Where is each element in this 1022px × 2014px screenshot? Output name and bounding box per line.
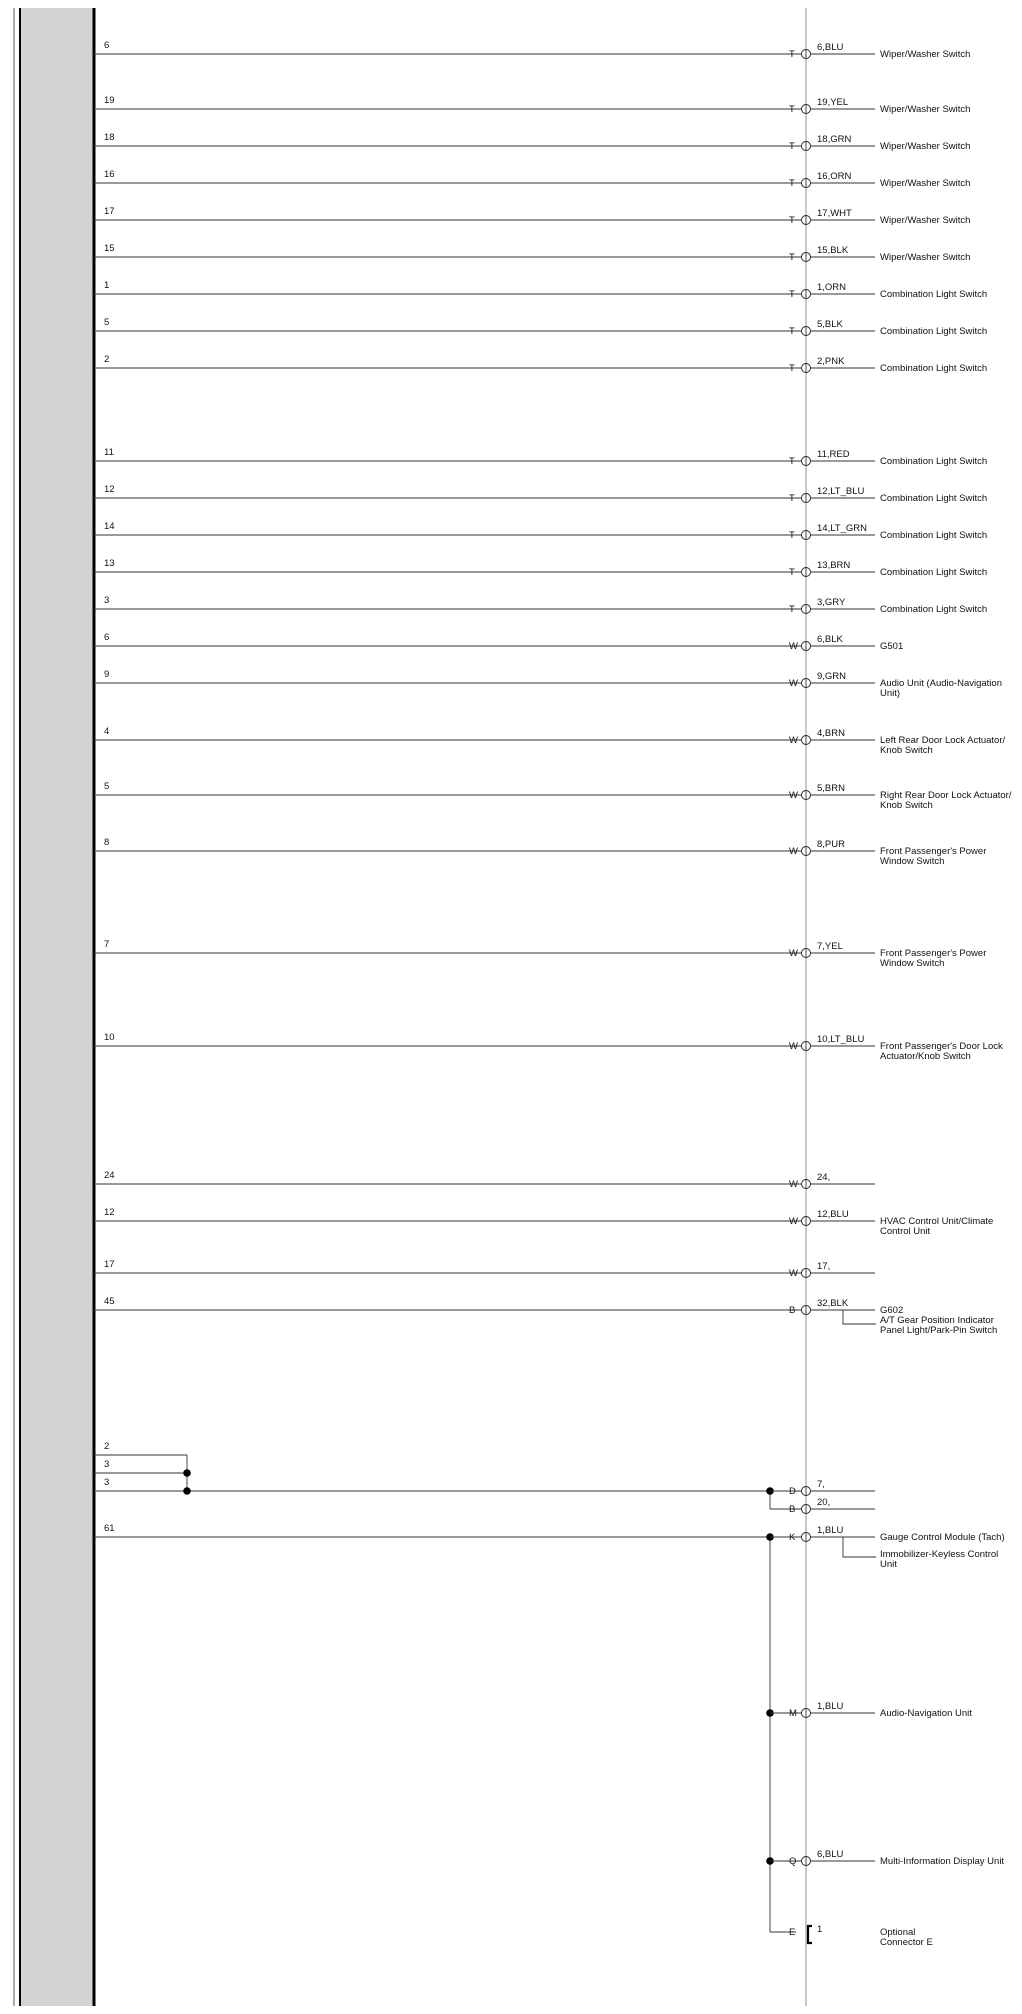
component-body	[20, 8, 94, 2006]
destination-label: Left Rear Door Lock Actuator/	[880, 735, 1006, 746]
terminal-label: 4,BRN	[817, 728, 845, 739]
destination-label: Wiper/Washer Switch	[880, 104, 971, 115]
terminal-label: 1	[817, 1924, 823, 1935]
pin-number: 18	[104, 132, 115, 143]
terminal-label: 8,PUR	[817, 839, 845, 850]
connector-id: T	[789, 326, 795, 337]
wire-row	[94, 521, 987, 541]
wire-row	[94, 132, 970, 152]
connector-id: W	[789, 948, 798, 959]
pin-number: 19	[104, 95, 115, 106]
pin-number: 5	[104, 317, 110, 328]
pin-number: 4	[104, 726, 110, 737]
wire-row	[94, 632, 903, 652]
wire-row	[94, 243, 970, 263]
terminal-label: 13,BRN	[817, 560, 851, 571]
destination-label: Combination Light Switch	[880, 363, 988, 374]
branch-line	[843, 1310, 876, 1324]
wire-row	[94, 484, 987, 504]
pin-number: 3	[104, 1477, 110, 1488]
connector-id: W	[789, 1268, 798, 1279]
destination-label: Wiper/Washer Switch	[880, 178, 971, 189]
connector-id: W	[789, 1179, 798, 1190]
destination-label: Front Passenger's Power	[880, 846, 987, 857]
destination-label: HVAC Control Unit/Climate	[880, 1216, 994, 1227]
pin-number: 15	[104, 243, 115, 254]
destination-label: Connector E	[880, 1937, 933, 1948]
terminal-label: 7,YEL	[817, 941, 843, 952]
wire-row	[94, 206, 970, 226]
terminal-label: 12,LT_BLU	[817, 486, 865, 497]
destination-label: G501	[880, 641, 904, 652]
terminal-label: 2,PNK	[817, 356, 845, 367]
terminal-label: 12,BLU	[817, 1209, 849, 1220]
destination-label: G602	[880, 1305, 904, 1316]
connector-id: W	[789, 846, 798, 857]
pin-number: 61	[104, 1523, 115, 1534]
wire-row	[94, 1296, 997, 1336]
destination-label: Wiper/Washer Switch	[880, 141, 971, 152]
connector-id: W	[789, 790, 798, 801]
wire-row	[94, 169, 970, 189]
terminal-label: 20,	[817, 1497, 831, 1508]
bus-group	[94, 1523, 1005, 1948]
terminal-label: 3,GRY	[817, 597, 846, 608]
pin-number: 45	[104, 1296, 115, 1307]
pin-number: 14	[104, 521, 115, 532]
connector-id: T	[789, 252, 795, 263]
connector-id: T	[789, 104, 795, 115]
terminal-label: 24,	[817, 1172, 831, 1183]
destination-label: Multi-Information Display Unit	[880, 1856, 1005, 1867]
connector-id: T	[789, 363, 795, 374]
connector-id: T	[789, 215, 795, 226]
connector-id: W	[789, 641, 798, 652]
pin-number: 24	[104, 1170, 115, 1181]
pin-number: 8	[104, 837, 110, 848]
wire-row	[94, 280, 987, 300]
wire-row	[94, 1207, 993, 1237]
terminal-label: 17,WHT	[817, 208, 852, 219]
pin-number: 1	[104, 280, 110, 291]
destination-label: Front Passenger's Door Lock	[880, 1041, 1003, 1052]
terminal-label: 6,BLU	[817, 1849, 844, 1860]
wire-row	[94, 781, 1012, 811]
terminal-label: 5,BRN	[817, 783, 845, 794]
connector-id: T	[789, 49, 795, 60]
pin-number: 3	[104, 595, 110, 606]
terminal-label: 17,	[817, 1261, 831, 1272]
pin-number: 5	[104, 781, 110, 792]
wire-row	[94, 1170, 875, 1190]
connector-id: M	[789, 1708, 797, 1719]
destination-label: Combination Light Switch	[880, 326, 988, 337]
splice-group	[94, 1441, 875, 1515]
connector-id: T	[789, 493, 795, 504]
wire-row	[94, 1259, 875, 1279]
terminal-label: 10,LT_BLU	[817, 1034, 865, 1045]
terminal-label: 15,BLK	[817, 245, 849, 256]
terminal-label: 7,	[817, 1479, 825, 1490]
wire-row	[94, 354, 987, 374]
terminal-label: 19,YEL	[817, 97, 849, 108]
destination-label: Optional	[880, 1927, 916, 1938]
pin-number: 12	[104, 1207, 115, 1218]
terminal-label: 6,BLK	[817, 634, 843, 645]
terminal-label: 6,BLU	[817, 42, 844, 53]
wire-row	[94, 95, 970, 115]
destination-label: Combination Light Switch	[880, 456, 988, 467]
destination-label: Window Switch	[880, 856, 945, 867]
wire-row	[94, 1032, 1003, 1062]
destination-label: Combination Light Switch	[880, 604, 988, 615]
pin-number: 11	[104, 447, 114, 458]
pin-number: 7	[104, 939, 110, 950]
pin-number: 17	[104, 1259, 115, 1270]
pin-number: 13	[104, 558, 115, 569]
destination-label: Wiper/Washer Switch	[880, 252, 971, 263]
connector-id: B	[789, 1504, 796, 1515]
destination-label: Right Rear Door Lock Actuator/	[880, 790, 1012, 801]
destination-label: Front Passenger's Power	[880, 948, 987, 959]
branch-line	[843, 1537, 876, 1557]
pin-number: 6	[104, 40, 110, 51]
destination-label: Combination Light Switch	[880, 289, 988, 300]
destination-label: Control Unit	[880, 1226, 931, 1237]
destination-label: Knob Switch	[880, 800, 933, 811]
destination-label: Gauge Control Module (Tach)	[880, 1532, 1005, 1543]
destination-label: Wiper/Washer Switch	[880, 49, 971, 60]
pin-number: 16	[104, 169, 115, 180]
terminal-label: 9,GRN	[817, 671, 847, 682]
connector-id: T	[789, 178, 795, 189]
pin-number: 9	[104, 669, 110, 680]
connector-id: T	[789, 530, 795, 541]
wire-row	[94, 447, 987, 467]
destination-label: Unit	[880, 1559, 897, 1570]
destination-label: Immobilizer-Keyless Control	[880, 1549, 999, 1560]
connector-id: D	[789, 1486, 796, 1497]
destination-label: Window Switch	[880, 958, 945, 969]
destination-label: Combination Light Switch	[880, 567, 988, 578]
terminal-label: 32,BLK	[817, 1298, 849, 1309]
wire-row	[94, 595, 987, 615]
connector-id: T	[789, 289, 795, 300]
terminal-label: 1,ORN	[817, 282, 847, 293]
destination-label: Knob Switch	[880, 745, 933, 756]
pin-number: 2	[104, 1441, 110, 1452]
wire-row	[94, 317, 987, 337]
connector-id: W	[789, 1041, 798, 1052]
connector-id: B	[789, 1305, 796, 1316]
terminal-label: 18,GRN	[817, 134, 852, 145]
terminal-label: 14,LT_GRN	[817, 523, 867, 534]
destination-label: Panel Light/Park-Pin Switch	[880, 1325, 998, 1336]
connector-id: W	[789, 735, 798, 746]
wire-row	[94, 837, 986, 867]
pin-number: 10	[104, 1032, 115, 1043]
connector-id: K	[789, 1532, 796, 1543]
destination-label: Actuator/Knob Switch	[880, 1051, 971, 1062]
destination-label: A/T Gear Position Indicator	[880, 1315, 994, 1326]
pin-number: 2	[104, 354, 110, 365]
pin-number: 6	[104, 632, 110, 643]
connector-id: T	[789, 604, 795, 615]
destination-label: Unit)	[880, 688, 901, 699]
optional-connector-bracket-icon	[808, 1926, 812, 1943]
terminal-label: 1,BLU	[817, 1525, 844, 1536]
terminal-label: 16,ORN	[817, 171, 852, 182]
terminal-label: 5,BLK	[817, 319, 843, 330]
terminal-label: 1,BLU	[817, 1701, 844, 1712]
terminal-label: 11,RED	[817, 449, 850, 460]
destination-label: Combination Light Switch	[880, 530, 988, 541]
connector-id: E	[789, 1927, 796, 1938]
connector-id: W	[789, 678, 798, 689]
wire-row	[94, 558, 987, 578]
pin-number: 17	[104, 206, 115, 217]
connector-id: T	[789, 141, 795, 152]
pin-number: 12	[104, 484, 115, 495]
destination-label: Combination Light Switch	[880, 493, 988, 504]
connector-id: W	[789, 1216, 798, 1227]
pin-number: 3	[104, 1459, 110, 1470]
destination-label: Audio Unit (Audio-Navigation	[880, 678, 1002, 689]
connector-id: Q	[789, 1856, 797, 1867]
destination-label: Audio-Navigation Unit	[880, 1708, 972, 1719]
wire-row	[94, 939, 986, 969]
connector-id: T	[789, 456, 795, 467]
wire-row	[94, 40, 970, 60]
connector-id: T	[789, 567, 795, 578]
wire-row	[94, 669, 1002, 699]
wire-row	[94, 726, 1006, 756]
splice-dot	[183, 1469, 191, 1477]
splice-dot	[183, 1487, 191, 1495]
destination-label: Wiper/Washer Switch	[880, 215, 971, 226]
